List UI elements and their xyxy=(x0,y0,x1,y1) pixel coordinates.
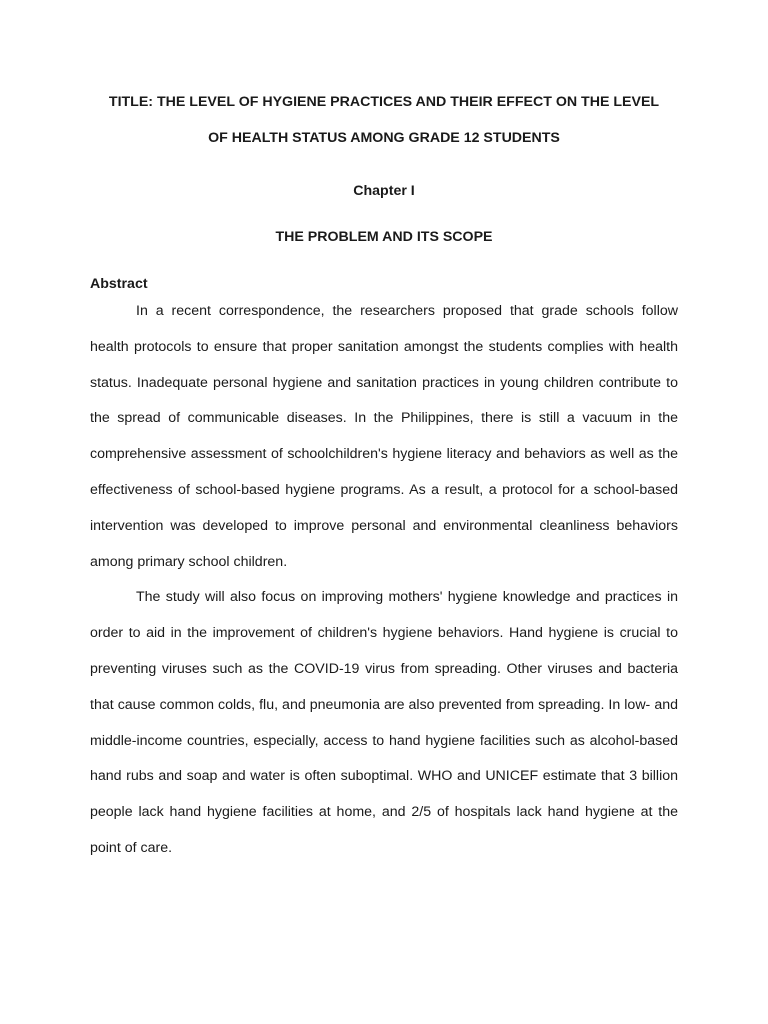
title-line-1: TITLE: THE LEVEL OF HYGIENE PRACTICES AND THEIR EFFECT ON THE LEVEL xyxy=(108,94,660,110)
chapter-heading: Chapter I xyxy=(353,183,415,199)
abstract-label: Abstract xyxy=(90,276,148,292)
document-page xyxy=(90,0,678,867)
document-title xyxy=(90,84,678,156)
section-heading: THE PROBLEM AND ITS SCOPE xyxy=(275,229,493,245)
abstract-paragraph-2: The study will also focus on improving mothers' hygiene knowledge and practices in order to aid in the improvement of children's hygiene behaviors. Hand hygiene is crucial to preventing viruses such as the COVID-19 virus from spreading. Other viruses and bacteria that cause common colds, flu, and pneumonia are also prevented from spreading. In low- and middle-income countries, especially, access to hand hygiene facilities such as alcohol-based hand rubs and soap and water is often suboptimal. WHO and UNICEF estimate that 3 billion people lack hand hygiene facilities at home, and 2/5 of hospitals lack hand hygiene at the point of care. xyxy=(90,589,678,856)
abstract-paragraph-1: In a recent correspondence, the researchers proposed that grade schools follow health protocols to ensure that proper sanitation amongst the students complies with health status. Inadequate personal hygiene and sanitation practices in young children contribute to the spread of communicable diseases. In the Philippines, there is still a vacuum in the comprehensive assessment of schoolchildren's hygiene literacy and behaviors as well as the effectiveness of school-based hygiene programs. As a result, a protocol for a school-based intervention was developed to improve personal and environmental cleanliness behaviors among primary school children. xyxy=(90,303,678,570)
title-line-2: OF HEALTH STATUS AMONG GRADE 12 STUDENTS xyxy=(208,130,560,146)
